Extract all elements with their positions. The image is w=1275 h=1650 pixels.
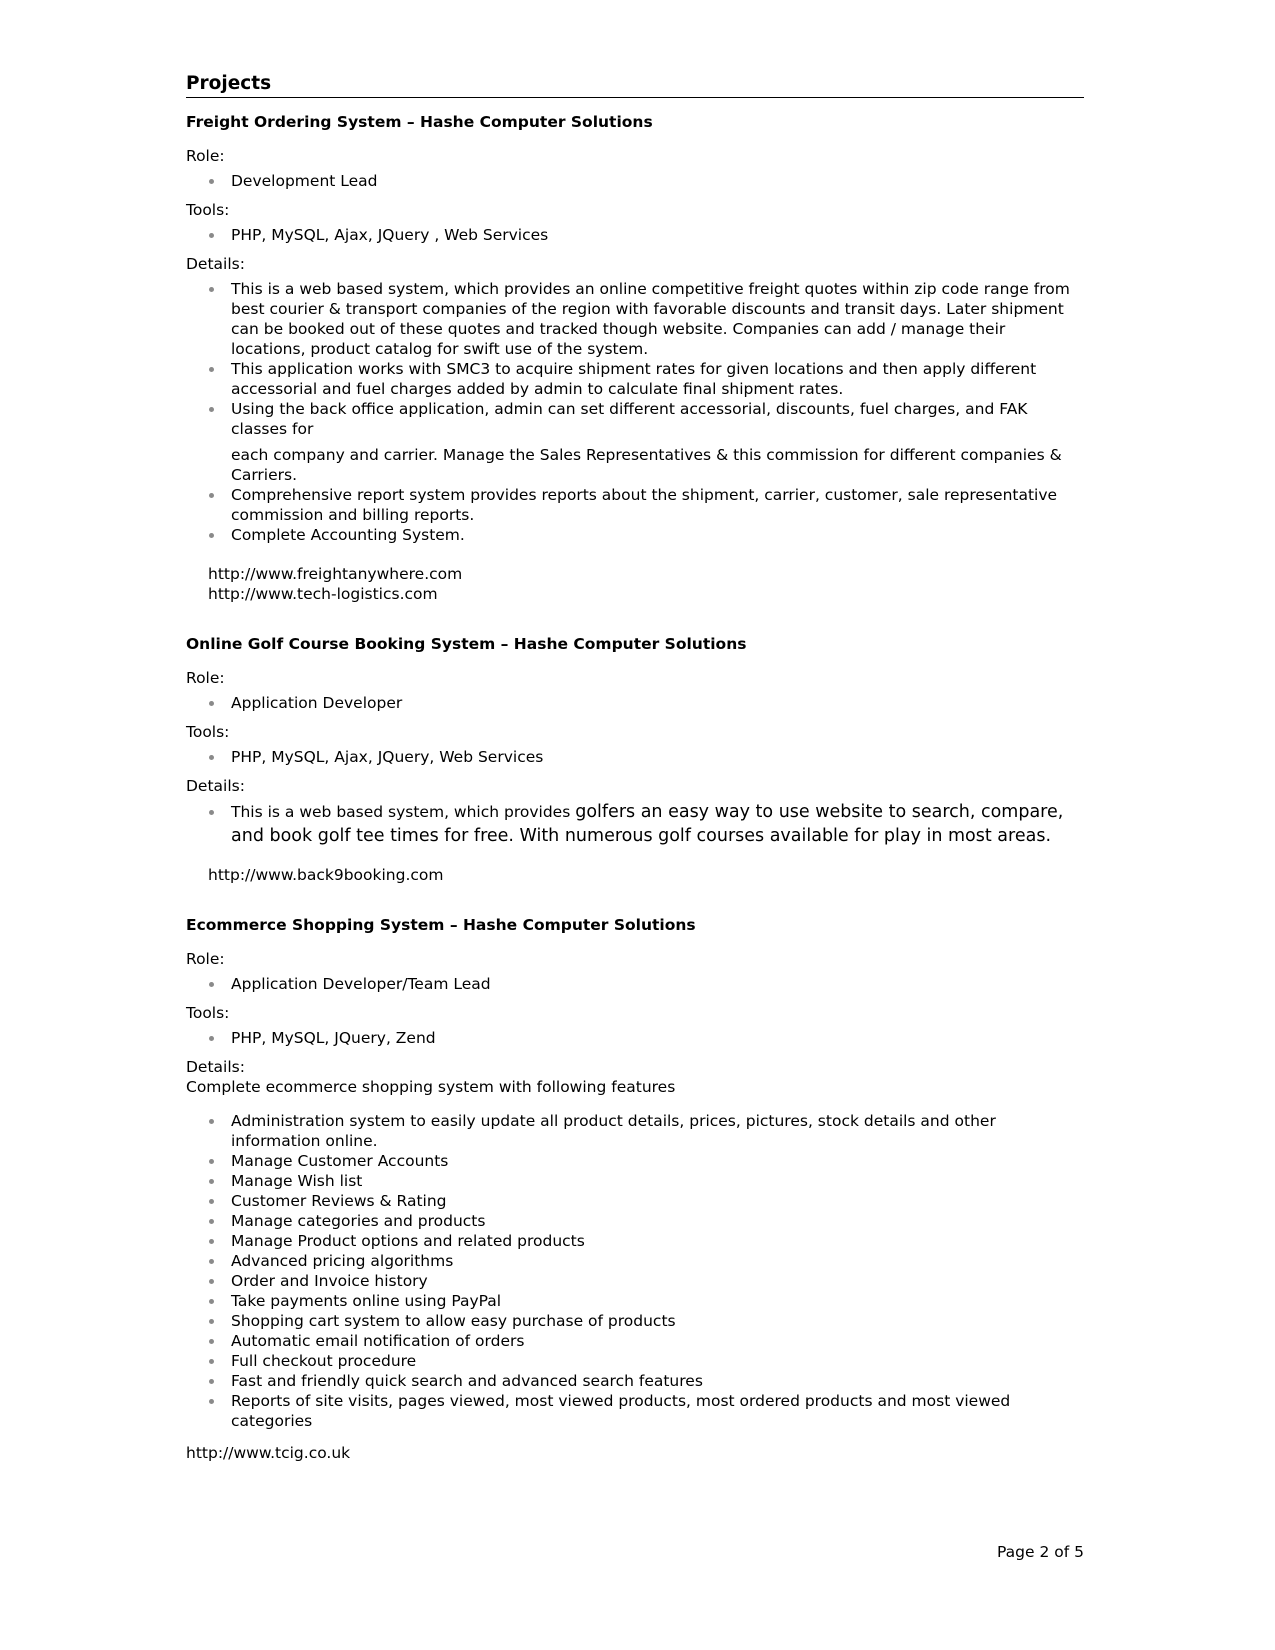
bullet-icon — [209, 701, 214, 706]
tools-list — [186, 225, 1084, 245]
list-item: Fast and friendly quick search and advanced search features — [186, 1371, 1084, 1391]
project-link[interactable]: http://www.back9booking.com — [208, 866, 444, 884]
details-label: Details: — [186, 1058, 245, 1076]
details-label: Details: — [186, 777, 245, 795]
tools-label: Tools: — [186, 723, 230, 741]
project-link[interactable]: http://www.tech-logistics.com — [208, 585, 438, 603]
bullet-icon — [209, 233, 214, 238]
bullet-icon — [209, 755, 214, 760]
list-item: Automatic email notification of orders — [186, 1331, 1084, 1351]
bullet-icon — [209, 407, 214, 412]
project-title: Ecommerce Shopping System – Hashe Computer Solutions — [186, 916, 696, 934]
bullet-icon — [209, 1359, 214, 1364]
list-item: Manage Wish list — [186, 1171, 1084, 1191]
bullet-icon — [209, 1319, 214, 1324]
list-item: Customer Reviews & Rating — [186, 1191, 1084, 1211]
list-item: Order and Invoice history — [186, 1271, 1084, 1291]
project-ecommerce — [186, 915, 1084, 1463]
list-item: This application works with SMC3 to acquire shipment rates for given locations and then apply different accessorial and fuel charges added by admin to calculate final shipment rates. — [186, 359, 1084, 399]
project-title: Freight Ordering System – Hashe Computer Solutions — [186, 113, 653, 131]
list-item: Shopping cart system to allow easy purchase of products — [186, 1311, 1084, 1331]
bullet-icon — [209, 1299, 214, 1304]
list-item: Complete Accounting System. — [186, 525, 1084, 545]
bullet-icon — [209, 1119, 214, 1124]
list-item: Comprehensive report system provides reports about the shipment, carrier, customer, sale representative commission and billing reports. — [186, 485, 1084, 525]
list-item: Manage categories and products — [186, 1211, 1084, 1231]
project-golf-booking — [186, 634, 1084, 885]
list-item: Administration system to easily update all product details, prices, pictures, stock details and other information online. — [186, 1111, 1084, 1151]
tools-list — [186, 747, 1084, 767]
bullet-icon — [209, 1379, 214, 1384]
bullet-icon — [209, 1036, 214, 1041]
list-item-continuation: each company and carrier. Manage the Sales Representatives & this commission for different companies & Carriers. — [231, 446, 1062, 484]
project-link[interactable]: http://www.tcig.co.uk — [186, 1444, 351, 1462]
bullet-icon — [209, 367, 214, 372]
tools-label: Tools: — [186, 201, 230, 219]
list-item: This is a web based system, which provides golfers an easy way to use website to search, compare, and book golf tee times for free. With numerous golf courses available for play in most areas. — [186, 800, 1084, 848]
bullet-icon — [209, 493, 214, 498]
details-list — [186, 800, 1084, 848]
list-item: Take payments online using PayPal — [186, 1291, 1084, 1311]
bullet-icon — [209, 1219, 214, 1224]
features-list — [186, 1111, 1084, 1431]
role-list — [186, 974, 1084, 994]
list-item: Manage Product options and related products — [186, 1231, 1084, 1251]
list-item: PHP, MySQL, Ajax, JQuery , Web Services — [186, 225, 1084, 245]
list-item: PHP, MySQL, Ajax, JQuery, Web Services — [186, 747, 1084, 767]
bullet-icon — [209, 1339, 214, 1344]
list-item: Advanced pricing algorithms — [186, 1251, 1084, 1271]
project-link[interactable]: http://www.freightanywhere.com — [208, 565, 463, 583]
project-links — [186, 1443, 1084, 1463]
list-item: Reports of site visits, pages viewed, most viewed products, most ordered products and most viewed categories — [186, 1391, 1084, 1431]
bullet-icon — [209, 179, 214, 184]
bullet-icon — [209, 1159, 214, 1164]
bullet-icon — [209, 1239, 214, 1244]
list-item: Development Lead — [186, 171, 1084, 191]
bullet-icon — [209, 810, 214, 815]
bullet-icon — [209, 1399, 214, 1404]
details-label: Details: — [186, 255, 245, 273]
bullet-icon — [209, 1179, 214, 1184]
bullet-icon — [209, 287, 214, 292]
list-item: Manage Customer Accounts — [186, 1151, 1084, 1171]
page-number: Page 2 of 5 — [997, 1543, 1084, 1561]
resume-page — [186, 72, 1084, 1463]
tools-list — [186, 1028, 1084, 1048]
bullet-icon — [209, 1199, 214, 1204]
list-item: Using the back office application, admin can set different accessorial, discounts, fuel charges, and FAK classes for — [186, 399, 1084, 439]
bullet-icon — [209, 1279, 214, 1284]
bullet-icon — [209, 1259, 214, 1264]
list-item: Application Developer/Team Lead — [186, 974, 1084, 994]
list-item: Application Developer — [186, 693, 1084, 713]
tools-label: Tools: — [186, 1004, 230, 1022]
role-list — [186, 171, 1084, 191]
bullet-icon — [209, 982, 214, 987]
project-links — [186, 865, 1084, 885]
role-list — [186, 693, 1084, 713]
details-list — [186, 279, 1084, 545]
section-title: Projects — [186, 72, 1084, 98]
role-label: Role: — [186, 147, 225, 165]
role-label: Role: — [186, 669, 225, 687]
details-intro: Complete ecommerce shopping system with following features — [186, 1078, 676, 1096]
bullet-icon — [209, 533, 214, 538]
project-freight-ordering — [186, 112, 1084, 604]
project-links — [186, 564, 1084, 604]
list-item: PHP, MySQL, JQuery, Zend — [186, 1028, 1084, 1048]
role-label: Role: — [186, 950, 225, 968]
project-title: Online Golf Course Booking System – Hashe Computer Solutions — [186, 635, 747, 653]
list-item: Full checkout procedure — [186, 1351, 1084, 1371]
list-item: This is a web based system, which provides an online competitive freight quotes within zip code range from best courier & transport companies of the region with favorable discounts and transit days. Later shipment can be booked out of these quotes and tracked though website. Companies can add / manage their locations, product catalog for swift use of the system. — [186, 279, 1084, 359]
